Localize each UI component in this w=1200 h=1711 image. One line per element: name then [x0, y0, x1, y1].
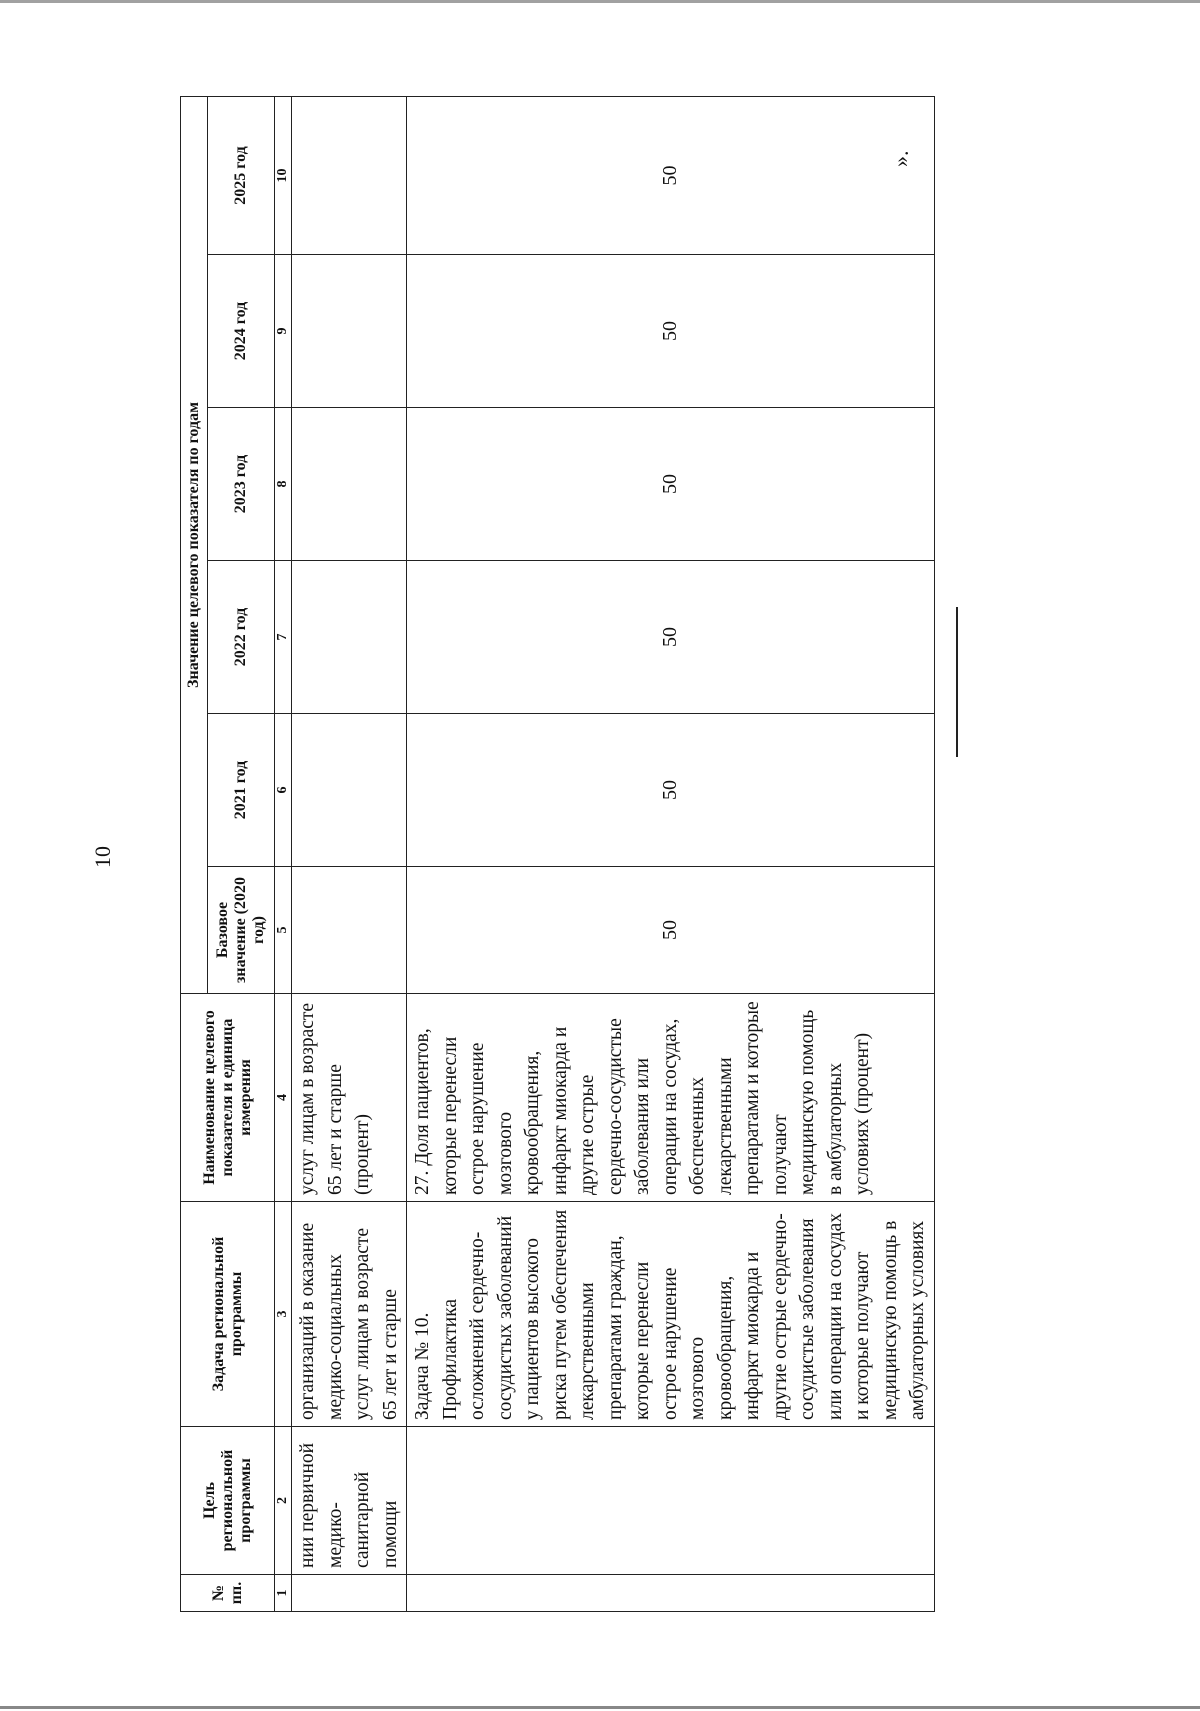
row-indicator: 27. Доля пациентов, которые перенесли острое нарушение мозгового кровообращения, инфаркт миокарда и другие острые сердечно-сосудистые заболевания или операции на сосудах, обеспеченных лекарственными препаратами и которые получают медицинскую помощь в амбулаторных условиях (процент) — [407, 994, 935, 1202]
row-goal — [407, 1427, 935, 1575]
row-number — [407, 1575, 935, 1612]
row-value-2023: 50 — [407, 408, 935, 561]
header-base-value: Базовое значение (2020 год) — [208, 867, 275, 994]
row-value-2022: 50 — [407, 561, 935, 714]
row-task: Задача № 10. Профилактика осложнений сердечно-сосудистых заболеваний у пациентов высокого риска путем обеспечения лекарственными препаратами граждан, которые перенесли острое нарушение мозгового кровообращения, инфаркт миокарда и другие острые сердечно-сосудистые заболевания или операции на сосудах и которые получают медицинскую помощь в амбулаторных условиях — [407, 1202, 935, 1427]
row-goal: нии первичной медико-санитарной помощи — [292, 1427, 407, 1575]
column-number: 4 — [275, 994, 292, 1202]
row-value-2025 — [292, 96, 407, 254]
column-number: 9 — [275, 255, 292, 408]
row-value-2024 — [292, 255, 407, 408]
table-row — [292, 96, 407, 1611]
header-row-1 — [181, 96, 208, 1611]
column-number: 1 — [275, 1575, 292, 1612]
column-number: 2 — [275, 1427, 292, 1575]
separator-line — [956, 607, 958, 757]
header-year-2021: 2021 год — [208, 714, 275, 867]
row-value-2023 — [292, 408, 407, 561]
row-value-2022 — [292, 561, 407, 714]
column-number: 10 — [275, 96, 292, 254]
column-number-row — [275, 96, 292, 1611]
row-task: организаций в оказание медико-социальных услуг лицам в возрасте 65 лет и старше — [292, 1202, 407, 1427]
header-number: № пп. — [181, 1575, 275, 1612]
row-value-2021: 50 — [407, 714, 935, 867]
row-base-value: 50 — [407, 867, 935, 994]
row-value-2021 — [292, 714, 407, 867]
column-number: 6 — [275, 714, 292, 867]
header-group-values: Значение целевого показателя по годам — [181, 96, 208, 993]
header-year-2023: 2023 год — [208, 408, 275, 561]
header-indicator: Наименование целевого показателя и единица измерения — [181, 994, 275, 1202]
row-base-value — [292, 867, 407, 994]
column-number: 5 — [275, 867, 292, 994]
header-task: Задача региональной программы — [181, 1202, 275, 1427]
closing-quote-mark: ». — [888, 150, 913, 167]
scan-edge-bottom — [0, 1706, 1200, 1709]
row-number — [292, 1575, 407, 1612]
scan-edge-top — [0, 0, 1200, 3]
column-number: 7 — [275, 561, 292, 714]
table-row — [407, 96, 935, 1611]
rotated-content — [90, 97, 928, 1612]
indicator-table — [180, 96, 935, 1612]
row-indicator: услуг лицам в возрасте 65 лет и старше (процент) — [292, 994, 407, 1202]
header-year-2022: 2022 год — [208, 561, 275, 714]
header-goal: Цель региональной программы — [181, 1427, 275, 1575]
row-value-2025: 50 — [407, 96, 935, 254]
page-number: 10 — [90, 846, 115, 868]
column-number: 8 — [275, 408, 292, 561]
row-value-2024: 50 — [407, 255, 935, 408]
header-year-2024: 2024 год — [208, 255, 275, 408]
header-year-2025: 2025 год — [208, 96, 275, 254]
column-number: 3 — [275, 1202, 292, 1427]
